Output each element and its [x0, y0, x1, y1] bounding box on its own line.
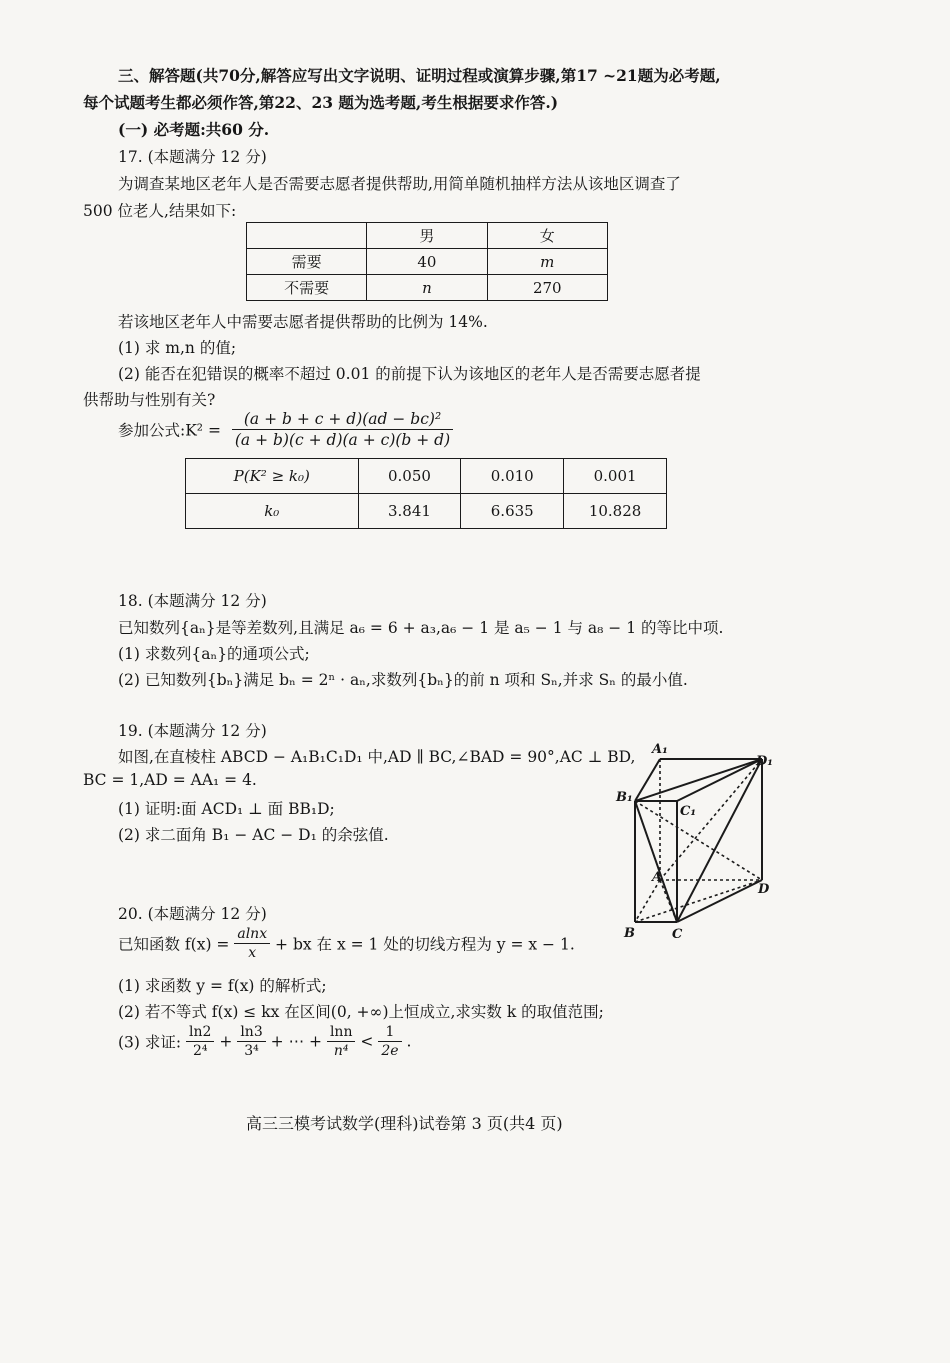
q20-heading: 20. (本题满分 12 分) — [118, 905, 267, 923]
label-b1: B₁ — [616, 790, 633, 805]
required-label: (一) 必考题:共60 分. — [118, 120, 270, 139]
formula-label: 参加公式:K² = — [118, 421, 221, 440]
formula-numerator: (a + b + c + d)(ad − bc)² — [232, 410, 453, 430]
q17-part-2a: (2) 能否在犯错误的概率不超过 0.01 的前提下认为该地区的老年人是否需要志愿者提 — [118, 365, 701, 383]
label-a: A — [652, 870, 663, 885]
less-than: < — [360, 1032, 374, 1051]
q20-stem — [118, 926, 575, 961]
term-1 — [186, 1024, 214, 1059]
q20-part-3-pre: (3) 求证: — [118, 1033, 182, 1052]
formula-denominator: (a + b)(c + d)(a + c)(b + d) — [234, 431, 451, 449]
q20-frac-den: x — [248, 945, 257, 961]
survey-cell: m — [487, 249, 607, 275]
q20-frac-num: alnx — [234, 926, 270, 944]
q19-part-1: (1) 证明:面 ACD₁ ⊥ 面 BB₁D; — [118, 800, 335, 818]
k-table-row — [186, 494, 667, 529]
label-d1: D₁ — [756, 754, 773, 769]
survey-cell: 270 — [487, 275, 607, 301]
survey-cell: n — [367, 275, 487, 301]
survey-header-cell: 女 — [487, 223, 607, 249]
rhs — [378, 1024, 401, 1059]
q19-stem-2: BC = 1,AD = AA₁ = 4. — [83, 771, 257, 789]
q18-stem: 已知数列{aₙ}是等差数列,且满足 a₆ = 6 + a₃,a₆ − 1 是 a₅ − 1 与 a₈ − 1 的等比中项. — [118, 619, 724, 637]
k-table-cell: 10.828 — [564, 494, 667, 529]
q17-part-2b: 供帮助与性别有关? — [83, 391, 216, 409]
edge-cd — [677, 880, 762, 922]
q17-intro-2: 500 位老人,结果如下: — [83, 202, 237, 220]
rhs-num: 1 — [378, 1024, 401, 1042]
edge-c1d1 — [677, 759, 762, 801]
q18-part-1: (1) 求数列{aₙ}的通项公式; — [118, 645, 310, 663]
q20-part-2: (2) 若不等式 f(x) ≤ kx 在区间(0, +∞)上恒成立,求实数 k 的取值范围; — [118, 1003, 604, 1021]
survey-header-cell: 男 — [367, 223, 487, 249]
term-n — [327, 1024, 356, 1059]
survey-table — [246, 222, 608, 301]
page-footer: 高三三模考试数学(理科)试卷第 3 页(共4 页) — [246, 1114, 563, 1133]
edge-ab-hidden — [635, 880, 660, 922]
q19-stem-1: 如图,在直棱柱 ABCD − A₁B₁C₁D₁ 中,AD ∥ BC,∠BAD = 90°,AC ⊥ BD, — [118, 748, 636, 766]
survey-cell: 40 — [367, 249, 487, 275]
rhs-den: 2e — [381, 1043, 399, 1059]
k-table-cell: 0.050 — [358, 459, 461, 494]
diag-b1d-hidden — [635, 801, 762, 880]
k-table-cell: P(K² ≥ k₀) — [186, 459, 359, 494]
q20-stem-pre: 已知函数 f(x) = — [118, 935, 230, 954]
term-1-den: 2⁴ — [192, 1043, 208, 1059]
term-n-num: lnn — [327, 1024, 356, 1042]
plus-sign: + — [219, 1032, 233, 1051]
q17-part-1: (1) 求 m,n 的值; — [118, 339, 237, 357]
survey-cell: 需要 — [247, 249, 367, 275]
survey-header-row — [247, 223, 608, 249]
diag-bd-hidden — [635, 880, 762, 922]
term-2 — [237, 1024, 265, 1059]
k-table-cell: 3.841 — [358, 494, 461, 529]
formula — [118, 410, 453, 449]
q20-stem-fraction — [234, 926, 270, 961]
label-b: B — [624, 926, 635, 941]
formula-fraction — [232, 410, 453, 449]
k-table-cell: k₀ — [186, 494, 359, 529]
period: . — [406, 1032, 412, 1051]
k-table-cell: 0.001 — [564, 459, 667, 494]
term-n-den: n⁴ — [333, 1043, 349, 1059]
q19-part-2: (2) 求二面角 B₁ − AC − D₁ 的余弦值. — [118, 826, 389, 844]
diag-ad1-hidden — [660, 759, 762, 880]
diag-ac-hidden — [660, 880, 677, 922]
ellipsis: + ⋯ + — [270, 1032, 323, 1051]
q20-stem-post: + bx 在 x = 1 处的切线方程为 y = x − 1. — [275, 935, 575, 954]
term-2-num: ln3 — [237, 1024, 265, 1042]
label-d: D — [758, 882, 770, 897]
section-line-2: 每个试题考生都必须作答,第22、23 题为选考题,考生根据要求作答.) — [83, 93, 559, 112]
q18-part-2: (2) 已知数列{bₙ}满足 bₙ = 2ⁿ · aₙ,求数列{bₙ}的前 n 项和 Sₙ,并求 Sₙ 的最小值. — [118, 671, 688, 689]
term-2-den: 3⁴ — [244, 1043, 259, 1059]
k-table — [185, 458, 667, 529]
q17-ratio: 若该地区老年人中需要志愿者提供帮助的比例为 14%. — [118, 313, 488, 331]
term-1-num: ln2 — [186, 1024, 214, 1042]
q17-heading: 17. (本题满分 12 分) — [118, 148, 267, 166]
survey-row — [247, 275, 608, 301]
survey-row — [247, 249, 608, 275]
label-c: C — [672, 927, 683, 942]
edge-b1c — [635, 801, 677, 922]
survey-cell: 不需要 — [247, 275, 367, 301]
section-line-1: 三、解答题(共70分,解答应写出文字说明、证明过程或演算步骤,第17 ~21题为必考题, — [118, 66, 721, 85]
q20-part-3 — [118, 1024, 411, 1059]
survey-header-cell — [247, 223, 367, 249]
q18-heading: 18. (本题满分 12 分) — [118, 592, 267, 610]
k-table-row — [186, 459, 667, 494]
k-table-cell: 6.635 — [461, 494, 564, 529]
k-table-cell: 0.010 — [461, 459, 564, 494]
q20-part-1: (1) 求函数 y = f(x) 的解析式; — [118, 977, 327, 995]
label-a1: A₁ — [652, 742, 668, 757]
q17-intro-1: 为调查某地区老年人是否需要志愿者提供帮助,用简单随机抽样方法从该地区调查了 — [118, 175, 681, 193]
q19-heading: 19. (本题满分 12 分) — [118, 722, 267, 740]
prism-figure — [610, 735, 780, 945]
label-c1: C₁ — [680, 804, 697, 819]
